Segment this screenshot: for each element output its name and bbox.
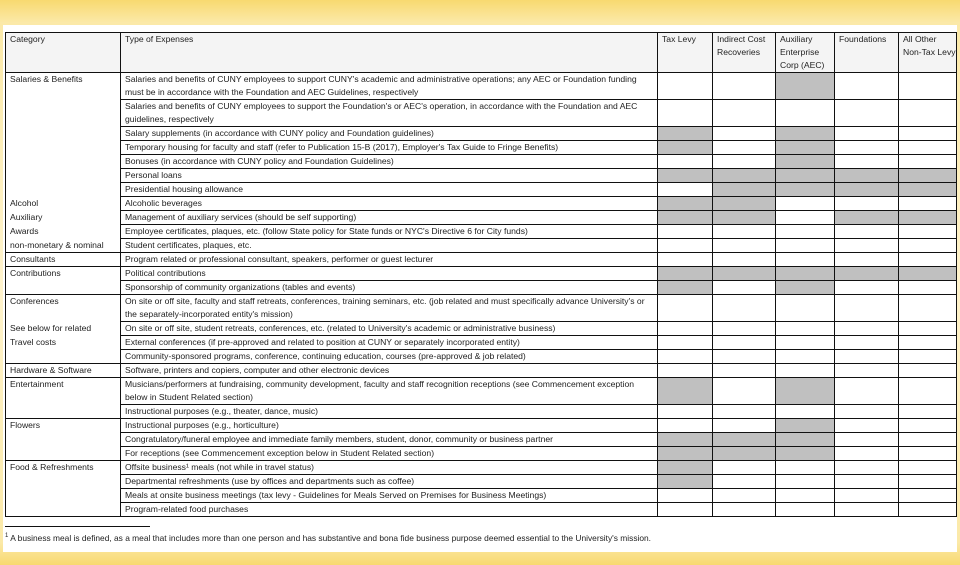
foundations-cell (835, 405, 899, 419)
indirect-cost-recoveries-cell (713, 127, 776, 141)
tax-levy-cell (658, 336, 713, 350)
foundations-cell (835, 239, 899, 253)
auxiliary-enterprise-corp-cell (776, 364, 835, 378)
auxiliary-enterprise-corp-cell (776, 350, 835, 364)
all-other-non-tax-levy-cell (899, 489, 957, 503)
tax-levy-cell (658, 503, 713, 517)
category-cell (6, 100, 121, 127)
expense-type-cell: Political contributions (121, 267, 658, 281)
foundations-shaded-cell (835, 267, 899, 281)
all-other-non-tax-levy-cell (899, 197, 957, 211)
foundations-cell (835, 141, 899, 155)
tax-levy-shaded-cell (658, 447, 713, 461)
indirect-cost-recoveries-cell (713, 100, 776, 127)
foundations-cell (835, 127, 899, 141)
table-row (6, 475, 957, 489)
tax-levy-cell (658, 73, 713, 100)
all-other-non-tax-levy-cell (899, 295, 957, 322)
category-cell (6, 503, 121, 517)
auxiliary-enterprise-corp-shaded-cell (776, 433, 835, 447)
expense-type-cell: Student certificates, plaques, etc. (121, 239, 658, 253)
indirect-cost-recoveries-cell (713, 378, 776, 405)
foundations-cell (835, 155, 899, 169)
auxiliary-enterprise-corp-shaded-cell (776, 267, 835, 281)
table-row (6, 197, 957, 211)
all-other-non-tax-levy-cell (899, 281, 957, 295)
expense-type-cell: Personal loans (121, 169, 658, 183)
table-row (6, 183, 957, 197)
tax-levy-cell (658, 155, 713, 169)
foundations-cell (835, 447, 899, 461)
auxiliary-enterprise-corp-cell (776, 253, 835, 267)
table-row (6, 239, 957, 253)
expense-type-cell: Presidential housing allowance (121, 183, 658, 197)
tax-levy-shaded-cell (658, 475, 713, 489)
indirect-cost-recoveries-cell (713, 253, 776, 267)
all-other-non-tax-levy-cell (899, 322, 957, 336)
foundations-cell (835, 197, 899, 211)
category-cell (6, 141, 121, 155)
indirect-cost-recoveries-cell (713, 461, 776, 475)
tax-levy-cell (658, 405, 713, 419)
table-row (6, 281, 957, 295)
category-cell (6, 169, 121, 183)
category-cell (6, 475, 121, 489)
tax-levy-shaded-cell (658, 169, 713, 183)
indirect-cost-recoveries-cell (713, 141, 776, 155)
expense-type-cell: Alcoholic beverages (121, 197, 658, 211)
table-row (6, 461, 957, 475)
expense-type-cell: Congratulatory/funeral employee and immediate family members, student, donor, community or business partner (121, 433, 658, 447)
all-other-non-tax-levy-cell (899, 127, 957, 141)
table-row (6, 322, 957, 336)
table-row (6, 364, 957, 378)
category-cell (6, 281, 121, 295)
auxiliary-enterprise-corp-shaded-cell (776, 155, 835, 169)
table-row (6, 267, 957, 281)
foundations-cell (835, 253, 899, 267)
auxiliary-enterprise-corp-shaded-cell (776, 169, 835, 183)
all-other-non-tax-levy-cell (899, 225, 957, 239)
all-other-non-tax-levy-cell (899, 253, 957, 267)
tax-levy-shaded-cell (658, 267, 713, 281)
indirect-cost-recoveries-cell (713, 350, 776, 364)
indirect-cost-recoveries-cell (713, 239, 776, 253)
tax-levy-cell (658, 225, 713, 239)
expense-type-cell: On site or off site, student retreats, conferences, etc. (related to University's academic or administrative business) (121, 322, 658, 336)
all-other-non-tax-levy-cell (899, 141, 957, 155)
auxiliary-enterprise-corp-cell (776, 197, 835, 211)
foundations-cell (835, 461, 899, 475)
tax-levy-shaded-cell (658, 197, 713, 211)
tax-levy-shaded-cell (658, 433, 713, 447)
table-row (6, 127, 957, 141)
category-cell (6, 350, 121, 364)
indirect-cost-recoveries-cell (713, 503, 776, 517)
expense-type-cell: Program-related food purchases (121, 503, 658, 517)
category-cell: Conferences (6, 295, 121, 322)
all-other-non-tax-levy-cell (899, 433, 957, 447)
foundations-cell (835, 73, 899, 100)
column-header-foundations: Foundations (835, 33, 899, 73)
table-row (6, 169, 957, 183)
tax-levy-cell (658, 183, 713, 197)
table-row (6, 405, 957, 419)
column-header-auxiliary-enterprise-corp: Auxiliary Enterprise Corp (AEC) (776, 33, 835, 73)
footnote (5, 532, 957, 544)
table-row (6, 336, 957, 350)
category-cell (6, 405, 121, 419)
all-other-non-tax-levy-cell (899, 461, 957, 475)
expense-type-cell: Software, printers and copiers, computer and other electronic devices (121, 364, 658, 378)
foundations-cell (835, 419, 899, 433)
category-cell: Travel costs (6, 336, 121, 350)
tax-levy-cell (658, 295, 713, 322)
table-row (6, 155, 957, 169)
indirect-cost-recoveries-shaded-cell (713, 169, 776, 183)
tax-levy-shaded-cell (658, 127, 713, 141)
expense-type-cell: Instructional purposes (e.g., theater, dance, music) (121, 405, 658, 419)
indirect-cost-recoveries-cell (713, 475, 776, 489)
table-row (6, 503, 957, 517)
auxiliary-enterprise-corp-shaded-cell (776, 73, 835, 100)
category-cell: Alcohol (6, 197, 121, 211)
category-cell: Entertainment (6, 378, 121, 405)
indirect-cost-recoveries-cell (713, 225, 776, 239)
all-other-non-tax-levy-cell (899, 73, 957, 100)
all-other-non-tax-levy-cell (899, 503, 957, 517)
indirect-cost-recoveries-cell (713, 364, 776, 378)
foundations-cell (835, 475, 899, 489)
indirect-cost-recoveries-cell (713, 405, 776, 419)
all-other-non-tax-levy-cell (899, 447, 957, 461)
expense-type-cell: Musicians/performers at fundraising, community development, faculty and staff recognition receptions (see Commencement exception below in Student Related section) (121, 378, 658, 405)
all-other-non-tax-levy-shaded-cell (899, 211, 957, 225)
foundations-shaded-cell (835, 169, 899, 183)
all-other-non-tax-levy-shaded-cell (899, 183, 957, 197)
category-cell: See below for related (6, 322, 121, 336)
auxiliary-enterprise-corp-shaded-cell (776, 447, 835, 461)
indirect-cost-recoveries-cell (713, 295, 776, 322)
all-other-non-tax-levy-shaded-cell (899, 267, 957, 281)
category-cell: Flowers (6, 419, 121, 433)
foundations-cell (835, 100, 899, 127)
category-cell: Hardware & Software (6, 364, 121, 378)
tax-levy-cell (658, 253, 713, 267)
expense-type-cell: Instructional purposes (e.g., horticulture) (121, 419, 658, 433)
tax-levy-cell (658, 419, 713, 433)
tax-levy-cell (658, 364, 713, 378)
category-cell: Food & Refreshments (6, 461, 121, 475)
all-other-non-tax-levy-cell (899, 100, 957, 127)
all-other-non-tax-levy-cell (899, 378, 957, 405)
foundations-cell (835, 350, 899, 364)
table-row (6, 378, 957, 405)
auxiliary-enterprise-corp-shaded-cell (776, 419, 835, 433)
table-row (6, 211, 957, 225)
indirect-cost-recoveries-cell (713, 489, 776, 503)
expense-type-cell: Departmental refreshments (use by offices and departments such as coffee) (121, 475, 658, 489)
auxiliary-enterprise-corp-cell (776, 239, 835, 253)
indirect-cost-recoveries-cell (713, 336, 776, 350)
auxiliary-enterprise-corp-cell (776, 461, 835, 475)
expense-type-cell: Community-sponsored programs, conference, continuing education, courses (pre-approved & job related) (121, 350, 658, 364)
tax-levy-cell (658, 239, 713, 253)
all-other-non-tax-levy-cell (899, 419, 957, 433)
expense-type-cell: On site or off site, faculty and staff retreats, conferences, training seminars, etc. (job related and must specifically advance University's or the separately-incorporated entity's mission) (121, 295, 658, 322)
auxiliary-enterprise-corp-cell (776, 489, 835, 503)
foundations-cell (835, 378, 899, 405)
indirect-cost-recoveries-shaded-cell (713, 211, 776, 225)
category-cell (6, 447, 121, 461)
foundations-cell (835, 489, 899, 503)
category-cell (6, 127, 121, 141)
table-row (6, 295, 957, 322)
auxiliary-enterprise-corp-shaded-cell (776, 141, 835, 155)
tax-levy-cell (658, 100, 713, 127)
auxiliary-enterprise-corp-cell (776, 475, 835, 489)
expense-type-cell: Offsite business¹ meals (not while in travel status) (121, 461, 658, 475)
category-cell (6, 155, 121, 169)
indirect-cost-recoveries-shaded-cell (713, 183, 776, 197)
all-other-non-tax-levy-cell (899, 364, 957, 378)
tax-levy-shaded-cell (658, 281, 713, 295)
table-row (6, 100, 957, 127)
tax-levy-cell (658, 322, 713, 336)
column-header-all-other-non-tax-levy: All Other Non-Tax Levy (899, 33, 957, 73)
expense-type-cell: Salaries and benefits of CUNY employees to support the Foundation's or AEC's operation, in accordance with the Foundation and AEC guidelines, respectively (121, 100, 658, 127)
table-header-row (6, 33, 957, 73)
table-row (6, 253, 957, 267)
auxiliary-enterprise-corp-shaded-cell (776, 281, 835, 295)
table-row (6, 433, 957, 447)
expense-type-cell: External conferences (if pre-approved and related to position at CUNY or separately incorporated entity) (121, 336, 658, 350)
foundations-cell (835, 503, 899, 517)
indirect-cost-recoveries-shaded-cell (713, 197, 776, 211)
table-row (6, 225, 957, 239)
column-header-category: Category (6, 33, 121, 73)
all-other-non-tax-levy-cell (899, 405, 957, 419)
tax-levy-cell (658, 489, 713, 503)
category-cell: Auxiliary (6, 211, 121, 225)
expense-type-cell: Employee certificates, plaques, etc. (follow State policy for State funds or NYC's Directive 6 for City funds) (121, 225, 658, 239)
foundations-shaded-cell (835, 183, 899, 197)
auxiliary-enterprise-corp-cell (776, 100, 835, 127)
foundations-cell (835, 281, 899, 295)
indirect-cost-recoveries-cell (713, 155, 776, 169)
footnote-text: A business meal is defined, as a meal that includes more than one person and has substantive and bona fide business purpose deemed essential to the University's mission. (8, 533, 652, 543)
indirect-cost-recoveries-cell (713, 419, 776, 433)
all-other-non-tax-levy-cell (899, 336, 957, 350)
tax-levy-shaded-cell (658, 141, 713, 155)
indirect-cost-recoveries-shaded-cell (713, 267, 776, 281)
expense-type-cell: Salary supplements (in accordance with CUNY policy and Foundation guidelines) (121, 127, 658, 141)
auxiliary-enterprise-corp-cell (776, 211, 835, 225)
category-cell (6, 489, 121, 503)
category-cell: Salaries & Benefits (6, 73, 121, 100)
auxiliary-enterprise-corp-shaded-cell (776, 127, 835, 141)
all-other-non-tax-levy-cell (899, 155, 957, 169)
category-cell: Awards (6, 225, 121, 239)
category-cell: Contributions (6, 267, 121, 281)
all-other-non-tax-levy-cell (899, 475, 957, 489)
expense-funding-table (5, 32, 957, 517)
foundations-cell (835, 322, 899, 336)
foundations-cell (835, 364, 899, 378)
auxiliary-enterprise-corp-cell (776, 336, 835, 350)
footnote-rule (5, 526, 150, 527)
table-row (6, 73, 957, 100)
indirect-cost-recoveries-shaded-cell (713, 447, 776, 461)
column-header-indirect-cost-recoveries: Indirect Cost Recoveries (713, 33, 776, 73)
column-header-type-of-expenses: Type of Expenses (121, 33, 658, 73)
auxiliary-enterprise-corp-cell (776, 503, 835, 517)
indirect-cost-recoveries-cell (713, 281, 776, 295)
table-row (6, 419, 957, 433)
auxiliary-enterprise-corp-cell (776, 295, 835, 322)
all-other-non-tax-levy-cell (899, 350, 957, 364)
table-row (6, 447, 957, 461)
expense-type-cell: Program related or professional consultant, speakers, performer or guest lecturer (121, 253, 658, 267)
category-cell (6, 183, 121, 197)
footnote-marker: 1 (5, 533, 9, 540)
auxiliary-enterprise-corp-cell (776, 322, 835, 336)
tax-levy-shaded-cell (658, 461, 713, 475)
foundations-cell (835, 295, 899, 322)
expense-type-cell: Sponsorship of community organizations (tables and events) (121, 281, 658, 295)
table-row (6, 141, 957, 155)
expense-type-cell: Temporary housing for faculty and staff (refer to Publication 15-B (2017), Employer's Tax Guide to Fringe Benefits) (121, 141, 658, 155)
indirect-cost-recoveries-shaded-cell (713, 433, 776, 447)
indirect-cost-recoveries-cell (713, 73, 776, 100)
expense-type-cell: Management of auxiliary services (should be self supporting) (121, 211, 658, 225)
indirect-cost-recoveries-cell (713, 322, 776, 336)
auxiliary-enterprise-corp-cell (776, 405, 835, 419)
auxiliary-enterprise-corp-shaded-cell (776, 183, 835, 197)
tax-levy-shaded-cell (658, 211, 713, 225)
all-other-non-tax-levy-cell (899, 239, 957, 253)
auxiliary-enterprise-corp-shaded-cell (776, 378, 835, 405)
all-other-non-tax-levy-shaded-cell (899, 169, 957, 183)
table-row (6, 350, 957, 364)
document-page (3, 25, 957, 552)
tax-levy-shaded-cell (658, 378, 713, 405)
auxiliary-enterprise-corp-cell (776, 225, 835, 239)
category-cell: non-monetary & nominal (6, 239, 121, 253)
column-header-tax-levy: Tax Levy (658, 33, 713, 73)
category-cell (6, 433, 121, 447)
foundations-cell (835, 225, 899, 239)
category-cell: Consultants (6, 253, 121, 267)
expense-type-cell: Meals at onsite business meetings (tax levy - Guidelines for Meals Served on Premises for Business Meetings) (121, 489, 658, 503)
foundations-cell (835, 433, 899, 447)
table-row (6, 489, 957, 503)
foundations-shaded-cell (835, 211, 899, 225)
foundations-cell (835, 336, 899, 350)
expense-type-cell: Salaries and benefits of CUNY employees to support CUNY's academic and administrative operations; any AEC or Foundation funding must be in accordance with the Foundation and AEC Guidelines, respectively (121, 73, 658, 100)
expense-type-cell: Bonuses (in accordance with CUNY policy and Foundation Guidelines) (121, 155, 658, 169)
expense-type-cell: For receptions (see Commencement exception below in Student Related section) (121, 447, 658, 461)
tax-levy-cell (658, 350, 713, 364)
